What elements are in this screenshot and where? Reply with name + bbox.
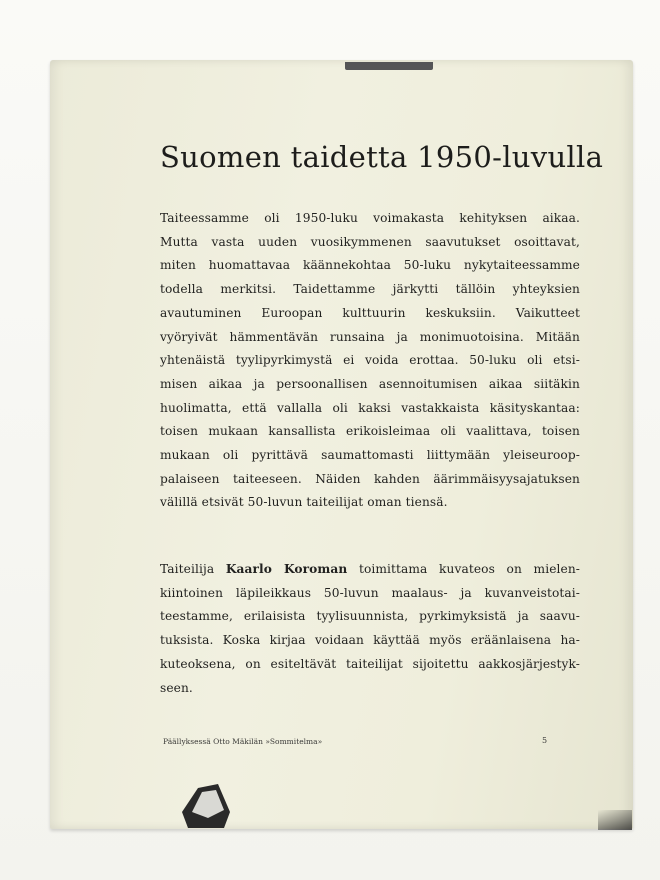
- text-line: avautuminen Euroopan kulttuurin keskuksiin. Vaikutteet: [160, 305, 580, 320]
- text-line: toisen mukaan kansallista erikoisleimaa oli vaalittava, toisen: [160, 424, 580, 439]
- text-line: teestamme, erilaisista tyylisuunnista, pyrkimyksistä ja saavu-: [160, 609, 580, 624]
- text-line: vyöryivät hämmentävän runsaina ja monimuotoisina. Mitään: [160, 329, 580, 344]
- text-line: todella merkitsi. Taidettamme järkytti tällöin yhteyksien: [160, 282, 580, 297]
- paragraph-editor: [160, 558, 580, 700]
- editor-name: Kaarlo Koroman: [225, 562, 348, 576]
- text-fragment: toimittama kuvateos on mielen-: [347, 562, 580, 576]
- text-line: kiintoinen läpileikkaus 50-luvun maalaus- ja kuvanveistotai-: [160, 585, 580, 600]
- text-line: palaiseen taiteeseen. Näiden kahden äärimmäisyysajatuksen: [160, 471, 580, 486]
- top-edge-shadow: [345, 62, 433, 70]
- text-line: mukaan oli pyrittävä saumattomasti liittymään yleiseuroop-: [160, 448, 580, 463]
- text-line: Taiteessamme oli 1950-luku voimakasta kehityksen aikaa.: [160, 211, 580, 225]
- paragraph-intro: [160, 207, 580, 515]
- text-line: Mutta vasta uuden vuosikymmenen saavutukset osoittavat,: [160, 234, 580, 249]
- cover-credit: Päällyksessä Otto Mäkilän »Sommitelma»: [163, 737, 323, 746]
- corner-shadow: [598, 810, 632, 830]
- text-line: misen aikaa ja persoonallisen asennoitumisen aikaa siitäkin: [160, 376, 580, 391]
- text-line: yhtenäistä tyylipyrkimystä ei voida erottaa. 50-luku oli etsi-: [160, 353, 580, 368]
- text-line: seen.: [160, 680, 193, 695]
- text-line: välillä etsivät 50-luvun taiteilijat oman tiensä.: [160, 495, 448, 510]
- text-line: huolimatta, että vallalla oli kaksi vastakkaista käsityskantaa:: [160, 400, 580, 415]
- page-number: 5: [542, 736, 548, 745]
- torn-jacket-corner: [180, 782, 240, 830]
- text-line: [160, 558, 580, 582]
- text-fragment: Taiteilija: [160, 562, 226, 576]
- text-line: miten huomattavaa käännekohtaa 50-luku nykytaiteessamme: [160, 258, 580, 273]
- page-title: Suomen taidetta 1950-luvulla: [160, 140, 604, 174]
- text-line: tuksista. Koska kirjaa voidaan käyttää myös eräänlaisena ha-: [160, 633, 580, 648]
- text-line: kuteoksena, on esiteltävät taiteilijat sijoitettu aakkosjärjestyk-: [160, 656, 580, 671]
